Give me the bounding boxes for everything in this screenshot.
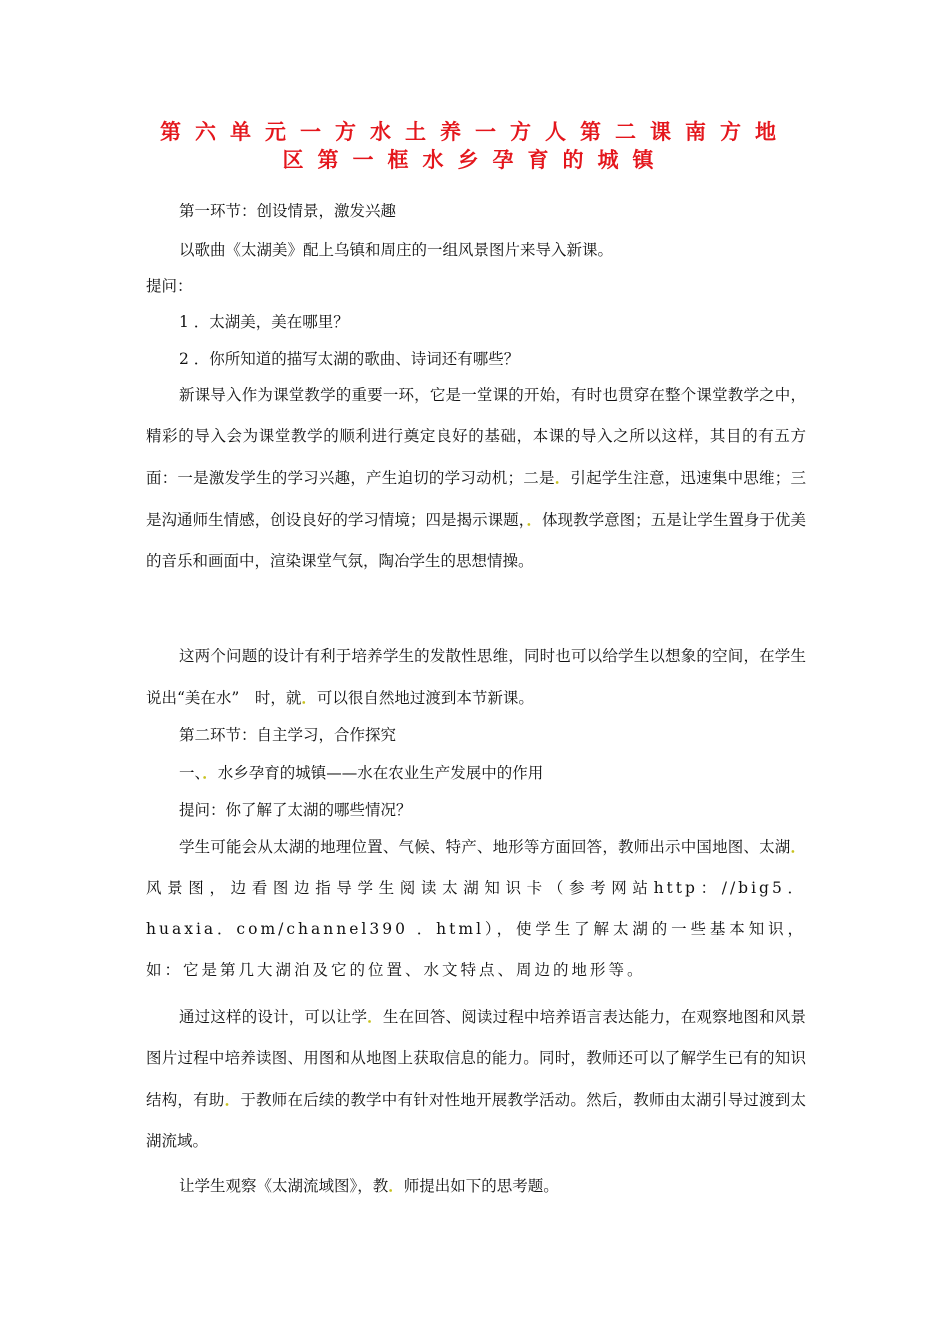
paragraph-text: 引起学生注意，迅速集中思维；三是沟通师生情感，创设良好的学习情境；四是揭示课题，	[146, 469, 806, 529]
dot-mark: ．	[367, 1007, 383, 1026]
subheading-number: 一、	[179, 764, 203, 782]
question-2: 2 ．你所知道的描写太湖的歌曲、诗词还有哪些？	[179, 350, 520, 368]
paragraph-text: 新课导入作为课堂教学的重要一环，它是一堂课的开始，有时也贯穿在整个课堂教学之中，精彩的导入会为课堂教学的顺利进行奠定良好的基础，本课的导入之所以这样，其目的有五方面：一是激发学生的学习兴趣，产生迫切的学习动机；二是	[146, 386, 806, 487]
document-title-line-2: 区第一框水乡孕育的城镇	[282, 148, 668, 172]
dot-mark: ．	[388, 1176, 404, 1195]
dot-mark: ．	[301, 688, 317, 707]
paragraph-text: 于教师在后续的教学中有针对性地开展教学活动。然后，教师由太湖引导过渡到太湖流域。	[146, 1091, 806, 1150]
paragraph-lead-in-purpose	[146, 375, 806, 582]
section-1-intro: 以歌曲《太湖美》配上乌镇和周庄的一组风景图片来导入新课。	[179, 241, 614, 259]
paragraph-text: 风景图，边看图边指导学生阅读太湖知识卡（参考网站http：//big5．huaxia．com/channel390 ．html），使学生了解太湖的一些基本知识，如：它是第几大湖泊及它的位置、水文特点、周边的地形等。	[146, 879, 806, 979]
document-title-line-1: 第六单元一方水土养一方人第二课南方地	[160, 120, 790, 144]
dot-mark: ．	[790, 837, 806, 856]
section-1-heading: 第一环节：创设情景，激发兴趣	[179, 202, 397, 220]
paragraph-observe-map	[179, 1176, 559, 1196]
dot-mark: ．	[202, 763, 218, 782]
section-2-heading: 第二环节：自主学习，合作探究	[179, 726, 397, 744]
dot-mark: ．	[224, 1090, 241, 1109]
section-2-question: 提问：你了解了太湖的哪些情况？	[179, 801, 412, 819]
question-1: 1 ．太湖美，美在哪里？	[179, 313, 349, 331]
paragraph-text: 可以很自然地过渡到本节新课。	[316, 689, 534, 707]
dot-mark: ．	[526, 510, 542, 529]
dot-mark: ．	[554, 468, 571, 487]
paragraph-text: 这两个问题的设计有利于培养学生的发散性思维，同时也可以给学生以想象的空间，在学生说出“美在水” 时，就	[146, 647, 806, 707]
paragraph-design-benefits	[146, 996, 806, 1162]
paragraph-question-design	[146, 636, 806, 719]
subheading-text: 水乡孕育的城镇——水在农业生产发展中的作用	[217, 764, 544, 782]
paragraph-taihu-info	[146, 826, 806, 991]
paragraph-text: 让学生观察《太湖流域图》，教	[179, 1177, 389, 1195]
paragraph-text: 通过这样的设计，可以让学	[179, 1008, 368, 1026]
question-label: 提问：	[146, 277, 193, 295]
paragraph-text: 生在回答、阅读过程中培养语言表达能力，在观察地图和风景图片过程中培养读图、用图和从地图上获取信息的能力。同时，教师还可以了解学生已有的知识结构，有助	[146, 1008, 806, 1109]
paragraph-text: 体现教学意图；五是让学生置身于优美的音乐和画面中，渲染课堂气氛，陶冶学生的思想情操。	[146, 511, 806, 570]
section-2-subheading	[179, 763, 543, 783]
paragraph-text: 学生可能会从太湖的地理位置、气候、特产、地形等方面回答，教师出示中国地图、太湖	[179, 838, 791, 856]
paragraph-text: 师提出如下的思考题。	[403, 1177, 559, 1195]
